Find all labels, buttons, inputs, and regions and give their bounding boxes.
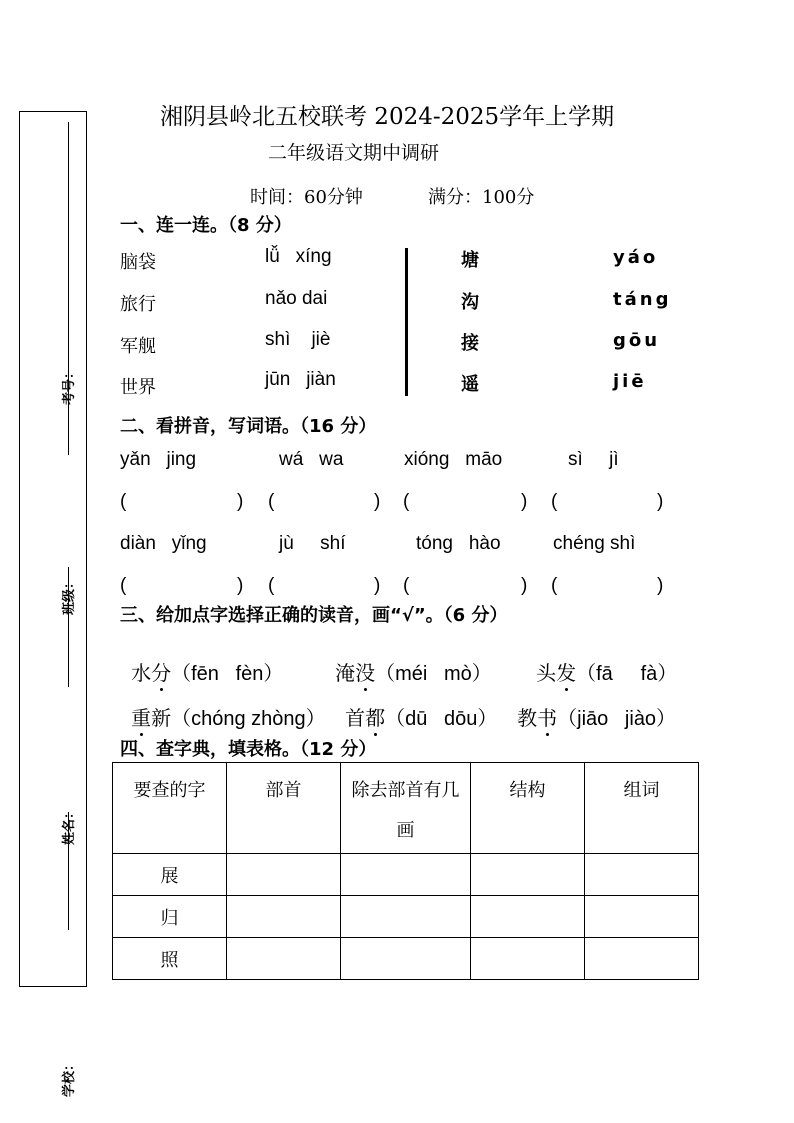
exam-full-score: 满分：100分 xyxy=(428,187,535,208)
q1-left-pinyin[interactable]: lǚ xíng xyxy=(265,246,332,267)
q2-pinyin: sì jì xyxy=(568,449,619,470)
class-line[interactable] xyxy=(68,340,69,455)
q1-left-word[interactable]: 旅行 xyxy=(120,294,156,315)
q3-options[interactable]: （fēn fèn） xyxy=(171,663,284,685)
q3-options[interactable]: （méi mò） xyxy=(375,663,492,685)
table-header-cell: 结构 xyxy=(471,763,585,854)
table-header-cell: 组词 xyxy=(585,763,699,854)
exam-no-line[interactable] xyxy=(68,122,69,350)
name-label: 姓名： xyxy=(62,805,77,845)
q3-dotted-char: 书 xyxy=(537,706,558,730)
q2-pinyin: tóng hào xyxy=(416,533,501,554)
school-label: 学校： xyxy=(62,1057,77,1097)
q1-right-pinyin[interactable]: jiē xyxy=(613,371,647,392)
q1-divider xyxy=(405,248,408,396)
table-answer-cell[interactable] xyxy=(341,854,471,896)
q3-options[interactable]: （fā fà） xyxy=(576,663,678,685)
q1-right-char[interactable]: 塘 xyxy=(461,250,479,271)
table-answer-cell[interactable] xyxy=(341,896,471,938)
q3-post: 新 xyxy=(151,706,172,730)
q3-dotted-char: 分 xyxy=(151,661,172,685)
table-header-cell: 要查的字 xyxy=(113,763,227,854)
table-answer-cell[interactable] xyxy=(585,854,699,896)
q3-item[interactable] xyxy=(120,679,326,731)
exam-subtitle: 二年级语文期中调研 xyxy=(268,142,440,164)
q2-pinyin: xióng māo xyxy=(404,449,503,470)
q3-dotted-char: 都 xyxy=(365,706,386,730)
q1-right-char[interactable]: 沟 xyxy=(461,292,479,313)
q1-right-pinyin[interactable]: yáo xyxy=(613,247,659,268)
q3-options[interactable]: （jiāo jiào） xyxy=(557,708,677,730)
q1-right-pinyin[interactable]: gōu xyxy=(613,330,661,351)
q1-left-word[interactable]: 军舰 xyxy=(120,336,156,357)
q2-answer-close[interactable]: ) xyxy=(657,575,664,596)
table-row xyxy=(113,854,699,896)
q1-left-word[interactable]: 世界 xyxy=(120,377,156,398)
q2-answer-close[interactable]: ) xyxy=(374,491,381,512)
q2-answer-open[interactable]: ( xyxy=(120,491,127,512)
q3-dotted-char: 发 xyxy=(556,661,577,685)
q2-title: 二、看拼音，写词语。（16 分） xyxy=(120,416,377,437)
table-answer-cell[interactable] xyxy=(585,896,699,938)
q3-item[interactable] xyxy=(506,679,676,731)
table-header-cell: 部首 xyxy=(227,763,341,854)
table-char-cell: 照 xyxy=(113,938,227,980)
q2-answer-close[interactable]: ) xyxy=(237,575,244,596)
table-answer-cell[interactable] xyxy=(227,854,341,896)
q4-title: 四、查字典，填表格。（12 分） xyxy=(120,739,377,760)
q2-pinyin: wá wa xyxy=(279,449,344,470)
q2-pinyin: diàn yǐng xyxy=(120,533,207,554)
q1-title: 一、连一连。（8 分） xyxy=(120,215,292,236)
class-label: 班级： xyxy=(62,575,77,615)
table-answer-cell[interactable] xyxy=(471,854,585,896)
q2-answer-close[interactable]: ) xyxy=(521,491,528,512)
dictionary-table xyxy=(112,762,699,980)
school-line[interactable] xyxy=(68,812,69,930)
table-answer-cell[interactable] xyxy=(341,938,471,980)
table-answer-cell[interactable] xyxy=(227,938,341,980)
q2-pinyin: yǎn jing xyxy=(120,449,197,470)
table-answer-cell[interactable] xyxy=(585,938,699,980)
exam-title: 湘阴县岭北五校联考 2024-2025学年上学期 xyxy=(160,104,615,130)
exam-time: 时间：60分钟 xyxy=(250,187,363,208)
table-row xyxy=(113,938,699,980)
q1-left-word[interactable]: 脑袋 xyxy=(120,252,156,273)
q3-dotted-char: 没 xyxy=(355,661,376,685)
q2-answer-close[interactable]: ) xyxy=(657,491,664,512)
q3-options[interactable]: （dū dōu） xyxy=(385,708,498,730)
q2-answer-open[interactable]: ( xyxy=(268,575,275,596)
q2-answer-close[interactable]: ) xyxy=(237,491,244,512)
table-answer-cell[interactable] xyxy=(471,896,585,938)
exam-no-label: 考号： xyxy=(62,365,77,405)
q3-pre: 首 xyxy=(345,706,366,730)
q2-pinyin: jù shí xyxy=(279,533,346,554)
q3-pre: 教 xyxy=(517,706,538,730)
q1-left-pinyin[interactable]: nǎo dai xyxy=(265,288,328,309)
q1-left-pinyin[interactable]: shì jiè xyxy=(265,329,331,350)
q3-pre: 水 xyxy=(131,661,152,685)
name-line[interactable] xyxy=(68,567,69,687)
q2-answer-close[interactable]: ) xyxy=(521,575,528,596)
q3-pre: 头 xyxy=(536,661,557,685)
q2-answer-open[interactable]: ( xyxy=(551,575,558,596)
q2-answer-open[interactable]: ( xyxy=(403,491,410,512)
q1-right-pinyin[interactable]: táng xyxy=(613,289,672,310)
q2-pinyin: chéng shì xyxy=(553,533,636,554)
q3-item[interactable] xyxy=(334,679,497,731)
table-header-row xyxy=(113,763,699,854)
table-answer-cell[interactable] xyxy=(471,938,585,980)
q1-right-char[interactable]: 接 xyxy=(461,333,479,354)
table-row xyxy=(113,896,699,938)
q3-options[interactable]: （chóng zhòng） xyxy=(171,708,326,730)
q2-answer-open[interactable]: ( xyxy=(403,575,410,596)
table-header-cell: 除去部首有几画 xyxy=(341,763,471,854)
student-info-strip xyxy=(19,111,87,1097)
q2-answer-open[interactable]: ( xyxy=(268,491,275,512)
q3-dotted-char: 重 xyxy=(131,706,152,730)
q1-left-pinyin[interactable]: jūn jiàn xyxy=(265,369,336,390)
table-char-cell: 归 xyxy=(113,896,227,938)
q3-pre: 淹 xyxy=(335,661,356,685)
q2-answer-open[interactable]: ( xyxy=(120,575,127,596)
table-answer-cell[interactable] xyxy=(227,896,341,938)
q2-answer-close[interactable]: ) xyxy=(374,575,381,596)
q3-title: 三、给加点字选择正确的读音，画“√”。（6 分） xyxy=(120,605,508,626)
table-char-cell: 展 xyxy=(113,854,227,896)
q1-right-char[interactable]: 遥 xyxy=(461,374,479,395)
q2-answer-open[interactable]: ( xyxy=(551,491,558,512)
